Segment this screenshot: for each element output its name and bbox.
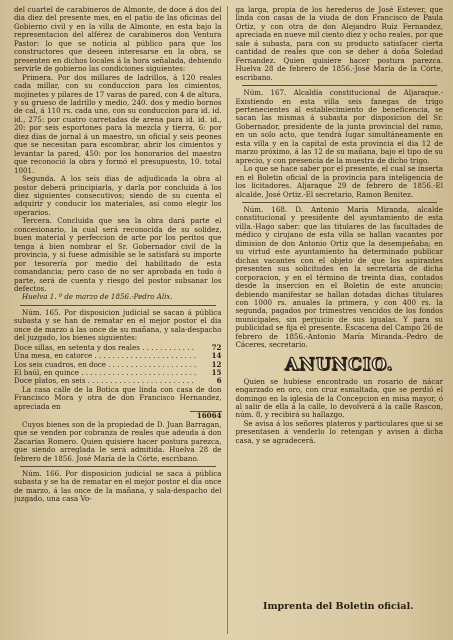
item-list — [14, 344, 222, 386]
notice-167: Núm. 167. Alcaldía constitucional de Aljaraque.-Existiendo en esta villa seis fanegas de trigo pertenecientes al establecimiento de beneficencia, se sacan las mismas á subasta por disposicion del Sr. Gobernador, presidente de la junta provincial del ramo, en un solo acto, que tendrá lugar simultáneamente en esta villa y en la capital de esta provincia el dia 12 de marzo próximo, á las 12 de su mañana, bajo el tipo de su aprecio, y con presencia de la muestra de dicho trigo. — [235, 88, 443, 165]
right-column — [234, 6, 444, 634]
condition-first: Primera. Por dos millares de ladrillos, á 120 reales cada millar, con su conduccion para los cimientos, mojinetes y pilares de 17 varas de pared, con 4 de altura, y su grueso de ladrillo y medio, 240. dos y medio bornos de cal, á 110 rs. cada uno, con su conduccion para id. id. id., 275: por cuatro carretadas de arena para id. id. id., 20: por seis esportones para la mezcla y tierra, 6: por diez dias de jornal á un maestro, un oficial y seis peones que se necesitan para escombrar, abrir los cimientos y levantar la pared, 450: por los honorarios del maestro que reconoció la obra y formó el presupuesto, 10. total 1001. — [14, 72, 222, 175]
condition-second: Segunda. A los seis dias de adjudicada la obra al postor deberá principiarla, y darla por concluida á los diez siguientes consecutivos; siendo de su cuenta el adquirir y conducir los materiales, así como elegir los operarios. — [14, 174, 222, 217]
announcement-heading: ANUNCIO. — [285, 354, 394, 375]
notice-168: Núm. 168. D. Antonio María Miranda, alcalde constitucional y presidente del ayuntamiento de esta villa.-Hago saber: que las titulares de las facultades de médico y cirujano de esta villa se hallan vacantes por dimision de don Antonio Ortiz que la desempeñaba; en su virtud este ayuntamiento ha determinado publicar dichas vacantes con el objeto de que los aspirantes presenten sus solicitudes en la secretaría de dicha corporacion, y en el término de treinta dias, contados desde la insercion en el Boletin de este anuncio; debiendo manifestar se hallan dotadas dichas titulares con 1000 rs. anuales la primera, y con 400 rs. la segunda, pagados por trimestres vencidos de los fondos municipales, sin perjuicio de sus igualas. Y para su publicidad se fija el presente. Escacena del Campo 26 de febrero de 1856.-Antonio María Miranda.-Pedro de Cáceres, secretario. — [235, 204, 443, 350]
announcement-body: Quien se hubiese encontrado un rosario de nácar engarzado en oro, con cruz esmaltada, que se perdió el domingo en la iglesia de la Concepcion en misa mayor, ó al salir de ella á la calle, lo devolverá á la calle Rascon, núm. 8, y recibirá su hallazgo. — [235, 376, 443, 420]
signature-line: Huelva 1. º de marzo de 1856.-Pedro Alix. — [22, 292, 173, 302]
condition-third: Tercera. Concluida que sea la obra dará parte el concesionario, la cual será reconocida de su solidez, buen material y perfeccion de arte por los peritos que tenga á bien nombrar el Sr. Gobernador civil de la provincia, y si fuese admisible se le satisfará su importe por tesorería por medio del habilitado de esta comandancia; pero caso de no ser aprobada en todo ó parte, será de cuenta y riesgo del postor subsanar los defectos. — [14, 216, 222, 293]
announcement-note: Se avisa á los señores plateros y particulares que si se presentasen á venderlo lo retengan y avisen á dicha casa, y se agradecerá. — [235, 418, 443, 445]
notice-166-continuation: ga larga, propia de los herederos de José Estever, que linda con casas de la viuda de don Francisco de Paula Ortiz, y con otra de don Alejandro Ruiz Fernandez, apreciada en nueve mil ciento diez y ocho reales, por que sale á subasta, para con su producto satisfacer cierta cantidad de reales que con se deber á doña Soledad Fernandez. Quien quisiere hacer postura parezca. Huelva 28 de febrero de 1856.-José María de la Córte, escribano. — [235, 6, 443, 82]
total-value: 16064 — [190, 411, 222, 420]
divider — [242, 85, 438, 86]
list-item: Una mesa, en catorce . . . 14 — [14, 352, 222, 360]
notice-165-body: Cuyos bienes son de la propiedad de D. Juan Barragan, que se venden por cobranza de reales que adeuda á don Zacarías Romero. Quien quisiere hacer postura parezca, que siendo arreglada le será admitida. Huelva 28 de febrero de 1856. José María de la Córte, escribano. — [14, 419, 222, 463]
columns — [14, 6, 443, 634]
notice-165: Núm. 165. Por disposicion judicial se sacan á pública subasta y se han de rematar en el mejor postor el dia once de marzo á las once de su mañana, y sala-despacho del juzgado, los bienes siguientes: — [14, 307, 222, 343]
list-item: Doce platos, en seis . . . 6 — [14, 377, 222, 385]
divider — [242, 202, 438, 203]
house-description: La casa calle de la Botica que linda con casa de don Francisco Mora y otra de don Francisco Hernandez, apreciada en — [14, 384, 222, 411]
left-column — [14, 6, 228, 634]
divider — [20, 466, 216, 467]
announcement-heading-wrap — [236, 355, 444, 375]
notice-166: Núm. 166. Por disposicion judicial se saca á pública subasta y se ha de rematar en el mejor postor el dia once de marzo, á las once de la mañana, y sala-despacho del juzgado, una casa Vo- — [14, 469, 222, 504]
divider — [20, 305, 216, 306]
notice-167-body: Lo que se hace saber por el presente, el cual se inserta en el Boletin oficial de la provincia para inteligencia de los licitadores. Aljaraque 29 de febrero de 1856.-El alcalde, José Ortiz.-El secretario, Ramon Benitez. — [235, 164, 443, 199]
printer-imprint: Imprenta del Boletin oficial. — [263, 601, 414, 612]
text-continuation: del cuartel de carabineros de Almonte, de doce á dos del dia diez del presente mes, en el patio de las oficinas del Gobierno civil y en la villa de Almonte, en esta bajo la representacion del alférez de carabineros don Ventura Pastor: lo que se notícia al público para que los constructores que deseen interesarse en la obra, se presenten en dichos locales á la hora señalada, debiendo servirle de gobierno las condiciones siguientes: — [14, 6, 222, 74]
list-item: Doce sillas, en setenta y dos reales . . . 72 — [14, 344, 222, 352]
list-item: Los seis cuadros, en doce . . . 12 — [14, 361, 222, 369]
list-item: El baúl, en quince . . . 15 — [14, 369, 222, 377]
